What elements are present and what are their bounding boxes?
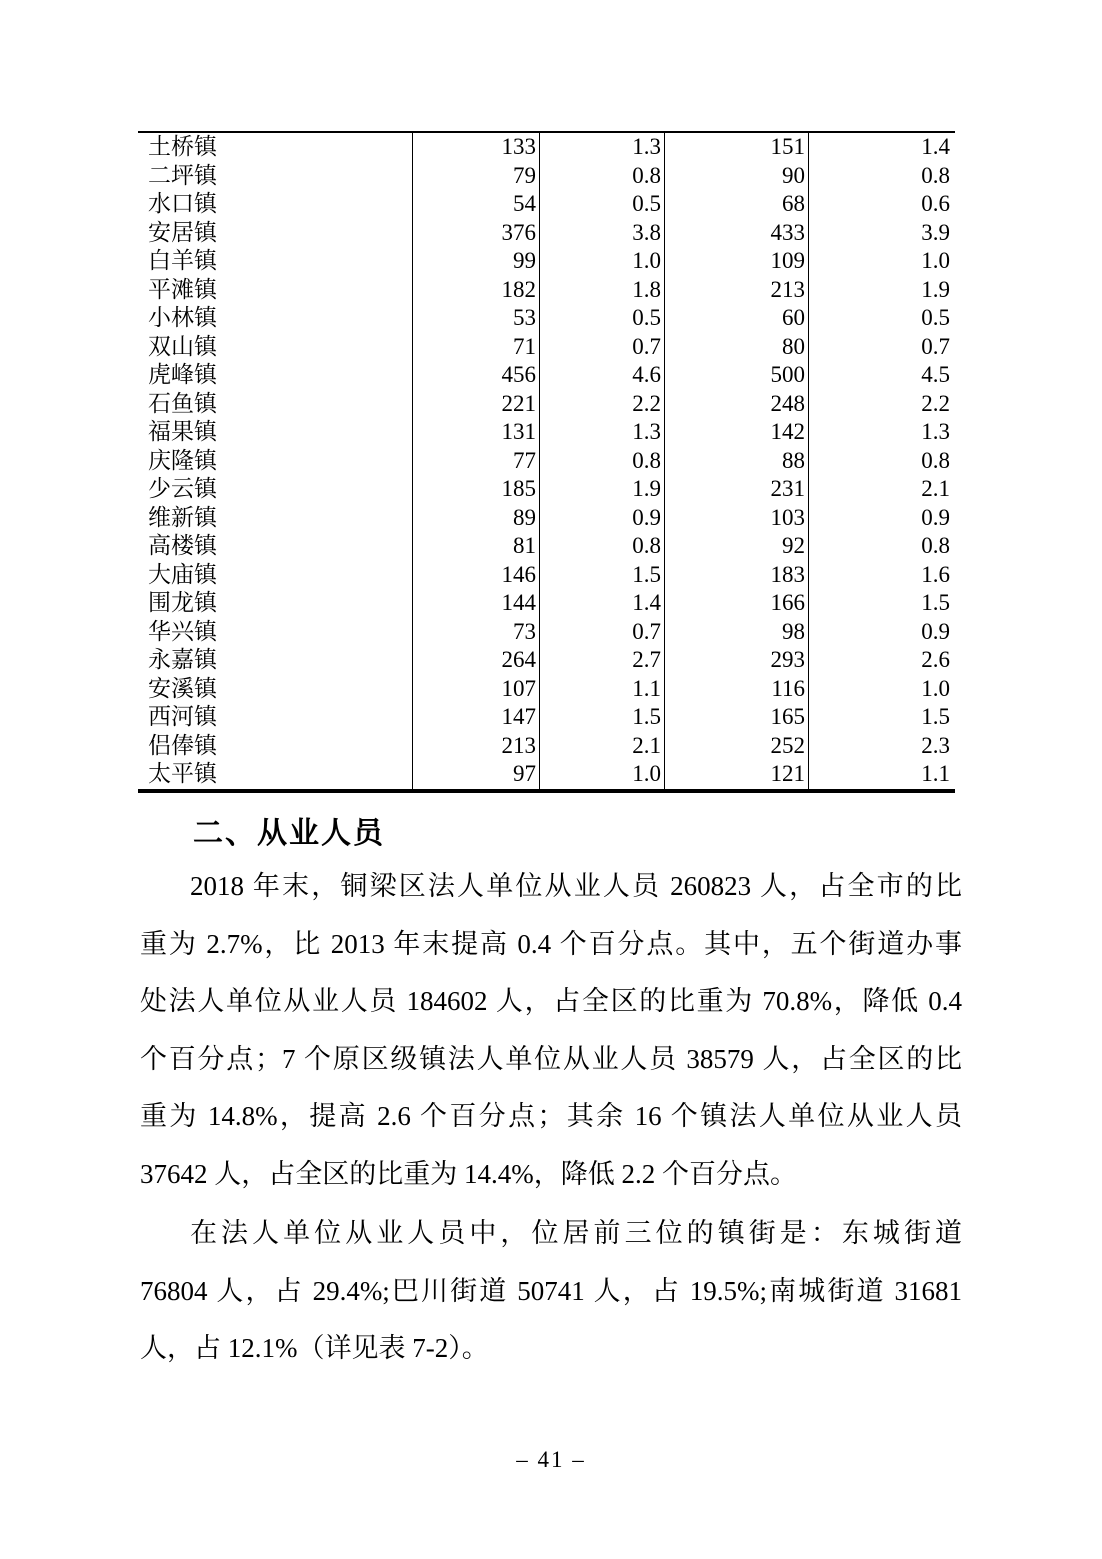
value-cell: 1.1 — [539, 675, 664, 704]
value-cell: 77 — [412, 447, 539, 476]
table-row — [138, 618, 955, 647]
table-row — [138, 247, 955, 276]
value-cell: 3.9 — [808, 219, 955, 248]
value-cell: 1.3 — [539, 418, 664, 447]
table-row — [138, 561, 955, 590]
value-cell: 231 — [664, 475, 808, 504]
town-name-cell: 石鱼镇 — [148, 390, 217, 416]
value-cell: 1.0 — [808, 247, 955, 276]
value-cell: 2.6 — [808, 646, 955, 675]
value-cell: 98 — [664, 618, 808, 647]
paragraph-line: 人，占 12.1%（详见表 7-2）。 — [140, 1333, 489, 1363]
table-row — [138, 675, 955, 704]
table-row — [138, 732, 955, 761]
table-row — [138, 646, 955, 675]
value-cell: 165 — [664, 703, 808, 732]
value-cell: 0.8 — [808, 162, 955, 191]
value-cell: 1.3 — [539, 133, 664, 162]
value-cell: 1.8 — [539, 276, 664, 305]
table-row — [138, 190, 955, 219]
value-cell: 2.2 — [808, 390, 955, 419]
town-name-cell: 白羊镇 — [148, 248, 217, 273]
value-cell: 1.3 — [808, 418, 955, 447]
table-row — [138, 162, 955, 191]
towns-table-body — [138, 133, 955, 789]
value-cell: 89 — [412, 504, 539, 533]
value-cell: 2.3 — [808, 732, 955, 761]
value-cell: 3.8 — [539, 219, 664, 248]
town-name-cell: 少云镇 — [148, 476, 217, 501]
value-cell: 213 — [664, 276, 808, 305]
value-cell: 2.7 — [539, 646, 664, 675]
value-cell: 73 — [412, 618, 539, 647]
paragraph-line: 重为 2.7%，比 2013 年末提高 0.4 个百分点。其中，五个街道办事 — [140, 928, 962, 959]
value-cell: 1.5 — [539, 561, 664, 590]
value-cell: 2.1 — [539, 732, 664, 761]
town-name-cell: 永嘉镇 — [148, 647, 217, 672]
value-cell: 1.5 — [808, 589, 955, 618]
value-cell: 1.9 — [539, 475, 664, 504]
value-cell: 213 — [412, 732, 539, 761]
value-cell: 183 — [664, 561, 808, 590]
paragraph-line: 在法人单位从业人员中，位居前三位的镇街是：东城街道 — [190, 1218, 962, 1248]
value-cell: 103 — [664, 504, 808, 533]
town-name-cell: 维新镇 — [148, 504, 217, 530]
value-cell: 221 — [412, 390, 539, 419]
table-row — [138, 418, 955, 447]
town-name-cell: 二坪镇 — [148, 162, 217, 188]
value-cell: 60 — [664, 304, 808, 333]
town-name-cell: 平滩镇 — [148, 276, 217, 302]
value-cell: 166 — [664, 589, 808, 618]
value-cell: 456 — [412, 361, 539, 390]
value-cell: 4.6 — [539, 361, 664, 390]
value-cell: 1.1 — [808, 760, 955, 789]
town-name-cell: 围龙镇 — [148, 590, 217, 615]
table-row — [138, 304, 955, 333]
value-cell: 90 — [664, 162, 808, 191]
value-cell: 0.9 — [808, 618, 955, 647]
towns-statistics-table — [138, 131, 955, 793]
value-cell: 252 — [664, 732, 808, 761]
table-row — [138, 361, 955, 390]
value-cell: 68 — [664, 190, 808, 219]
paragraph-line: 重为 14.8%，提高 2.6 个百分点；其余 16 个镇法人单位从业人员 — [140, 1101, 962, 1131]
value-cell: 88 — [664, 447, 808, 476]
value-cell: 1.5 — [808, 703, 955, 732]
value-cell: 1.0 — [808, 675, 955, 704]
body-paragraph — [140, 1205, 962, 1378]
value-cell: 0.7 — [539, 618, 664, 647]
table-row — [138, 133, 955, 162]
value-cell: 53 — [412, 304, 539, 333]
value-cell: 80 — [664, 333, 808, 362]
town-name-cell: 安居镇 — [148, 219, 217, 245]
value-cell: 133 — [412, 133, 539, 162]
paragraph-line: 37642 人，占全区的比重为 14.4%，降低 2.2 个百分点。 — [140, 1158, 797, 1189]
town-name-cell: 侣俸镇 — [148, 732, 217, 758]
value-cell: 0.7 — [808, 333, 955, 362]
value-cell: 1.4 — [808, 133, 955, 162]
value-cell: 97 — [412, 760, 539, 789]
table-row — [138, 219, 955, 248]
value-cell: 2.2 — [539, 390, 664, 419]
paragraph-line: 处法人单位从业人员 184602 人，占全区的比重为 70.8%，降低 0.4 — [140, 986, 962, 1016]
town-name-cell: 华兴镇 — [148, 618, 217, 644]
paragraph-line: 2018 年末，铜梁区法人单位从业人员 260823 人，占全市的比 — [190, 871, 962, 901]
value-cell: 147 — [412, 703, 539, 732]
value-cell: 433 — [664, 219, 808, 248]
table-row — [138, 589, 955, 618]
value-cell: 79 — [412, 162, 539, 191]
value-cell: 71 — [412, 333, 539, 362]
town-name-cell: 西河镇 — [148, 704, 217, 729]
paragraph-line: 76804 人，占 29.4%;巴川街道 50741 人，占 19.5%;南城街道 31681 — [140, 1275, 962, 1306]
value-cell: 99 — [412, 247, 539, 276]
town-name-cell: 高楼镇 — [148, 533, 217, 558]
section-heading: 二、从业人员 — [193, 817, 385, 850]
town-name-cell: 庆隆镇 — [148, 447, 217, 473]
value-cell: 116 — [664, 675, 808, 704]
town-name-cell: 小林镇 — [148, 305, 217, 330]
value-cell: 376 — [412, 219, 539, 248]
value-cell: 109 — [664, 247, 808, 276]
value-cell: 54 — [412, 190, 539, 219]
town-name-cell: 安溪镇 — [148, 675, 217, 701]
value-cell: 1.0 — [539, 247, 664, 276]
value-cell: 107 — [412, 675, 539, 704]
value-cell: 248 — [664, 390, 808, 419]
value-cell: 0.6 — [808, 190, 955, 219]
value-cell: 264 — [412, 646, 539, 675]
value-cell: 185 — [412, 475, 539, 504]
value-cell: 0.5 — [808, 304, 955, 333]
value-cell: 500 — [664, 361, 808, 390]
value-cell: 144 — [412, 589, 539, 618]
body-paragraph — [140, 858, 962, 1203]
value-cell: 0.8 — [539, 162, 664, 191]
table-row — [138, 333, 955, 362]
value-cell: 1.5 — [539, 703, 664, 732]
table-row — [138, 760, 955, 789]
town-name-cell: 福果镇 — [148, 419, 217, 444]
table-row — [138, 276, 955, 305]
value-cell: 0.9 — [808, 504, 955, 533]
town-name-cell: 双山镇 — [148, 333, 217, 359]
value-cell: 0.9 — [539, 504, 664, 533]
value-cell: 142 — [664, 418, 808, 447]
value-cell: 1.9 — [808, 276, 955, 305]
value-cell: 1.4 — [539, 589, 664, 618]
value-cell: 1.0 — [539, 760, 664, 789]
value-cell: 4.5 — [808, 361, 955, 390]
town-name-cell: 太平镇 — [148, 761, 217, 786]
value-cell: 0.8 — [539, 447, 664, 476]
table-row — [138, 703, 955, 732]
value-cell: 0.8 — [539, 532, 664, 561]
value-cell: 2.1 — [808, 475, 955, 504]
table-row — [138, 475, 955, 504]
value-cell: 146 — [412, 561, 539, 590]
value-cell: 121 — [664, 760, 808, 789]
value-cell: 0.8 — [808, 447, 955, 476]
table-row — [138, 390, 955, 419]
value-cell: 131 — [412, 418, 539, 447]
value-cell: 151 — [664, 133, 808, 162]
value-cell: 0.5 — [539, 304, 664, 333]
value-cell: 0.5 — [539, 190, 664, 219]
town-name-cell: 土桥镇 — [148, 134, 217, 159]
value-cell: 92 — [664, 532, 808, 561]
table-row — [138, 504, 955, 533]
table-row — [138, 532, 955, 561]
page-number: – 41 – — [516, 1447, 586, 1472]
paragraph-line: 个百分点；7 个原区级镇法人单位从业人员 38579 人，占全区的比 — [140, 1043, 962, 1074]
value-cell: 293 — [664, 646, 808, 675]
table-row — [138, 447, 955, 476]
town-name-cell: 大庙镇 — [148, 561, 217, 587]
value-cell: 0.8 — [808, 532, 955, 561]
town-name-cell: 虎峰镇 — [148, 362, 217, 387]
value-cell: 1.6 — [808, 561, 955, 590]
value-cell: 0.7 — [539, 333, 664, 362]
value-cell: 81 — [412, 532, 539, 561]
value-cell: 182 — [412, 276, 539, 305]
town-name-cell: 水口镇 — [148, 191, 217, 216]
